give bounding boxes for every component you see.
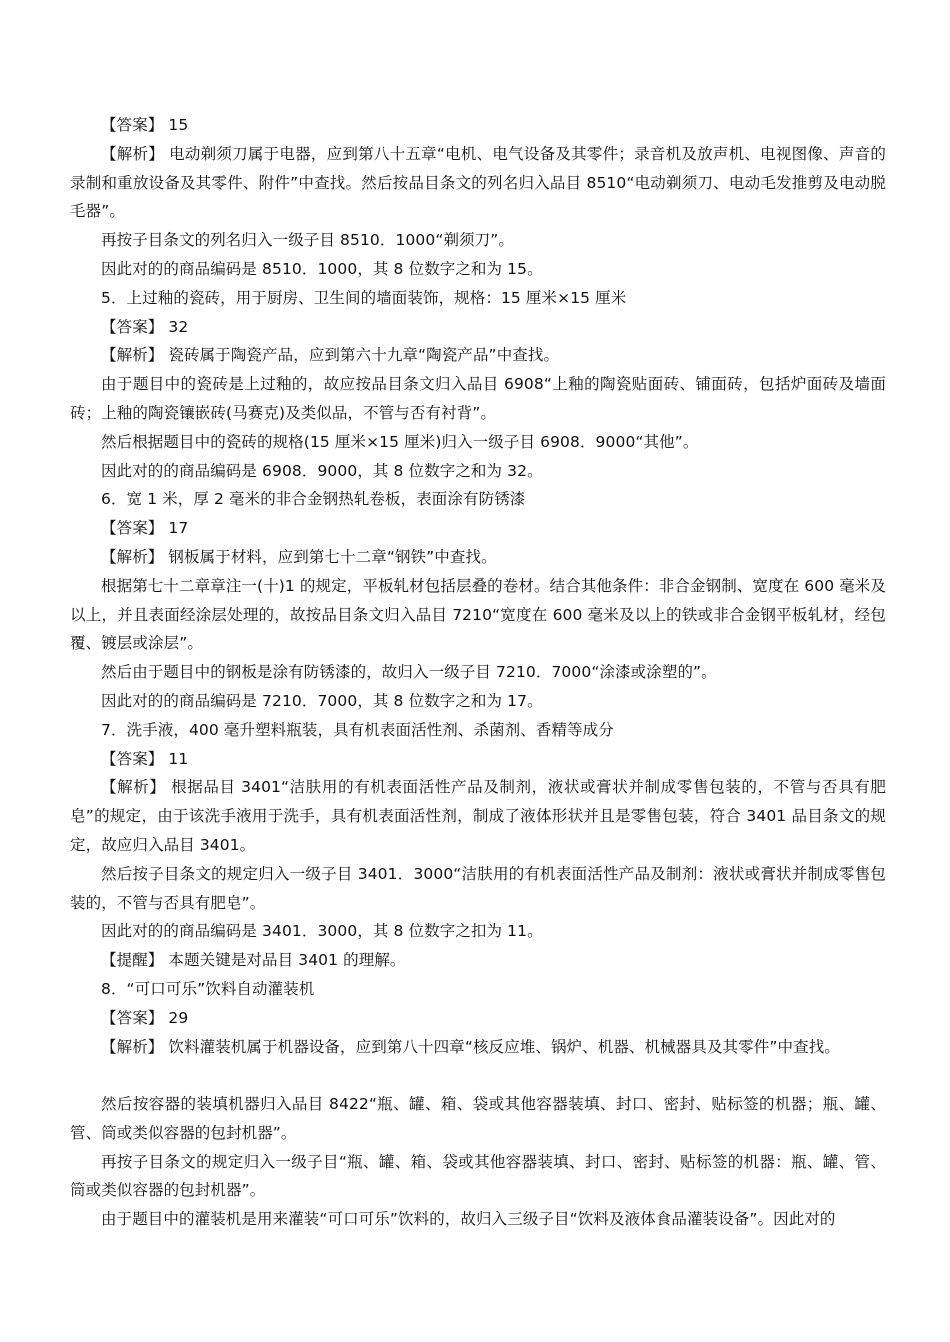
reminder-line: 【提醒】 本题关键是对品目 3401 的理解。 — [101, 951, 406, 970]
body-paragraph: 再按子目条文的列名归入一级子目 8510．1000“剃须刀”。 — [101, 231, 514, 250]
body-paragraph: 根据第七十二章章注一(十)1 的规定，平板轧材包括层叠的卷材。结合其他条件：非合金钢制、宽度在 600 毫米及以上，并且表面经涂层处理的，故按品目条文归入品目 7210“宽度在 600 毫米及以上的铁或非合金钢平板轧材，经包覆、镀层或涂层”。 — [70, 576, 886, 653]
body-paragraph: 然后由于题目中的钢板是涂有防锈漆的，故归入一级子目 7210．7000“涂漆或涂塑的”。 — [101, 663, 717, 682]
analysis-paragraph: 【解析】 饮料灌装机属于机器设备，应到第八十四章“核反应堆、锅炉、机器、机械器具及其零件”中查找。 — [101, 1037, 840, 1056]
analysis-paragraph: 【解析】 电动剃须刀属于电器，应到第八十五章“电机、电气设备及其零件；录音机及放声机、电视图像、声音的录制和重放设备及其零件、附件”中查找。然后按品目条文的列名归入品目 8510“电动剃须刀、电动毛发推剪及电动脱毛器”。 — [70, 144, 886, 221]
answer-line: 【答案】 15 — [101, 116, 189, 134]
conclusion-line: 因此对的的商品编码是 7210．7000，其 8 位数字之和为 17。 — [101, 691, 543, 710]
blank-line — [70, 1061, 886, 1090]
body-paragraph: 然后按容器的装填机器归入品目 8422“瓶、罐、箱、袋或其他容器装填、封口、密封、贴标签的机器；瓶、罐、管、筒或类似容器的包封机器”。 — [70, 1095, 886, 1142]
body-paragraph: 由于题目中的瓷砖是上过釉的，故应按品目条文归入品目 6908“上釉的陶瓷贴面砖、铺面砖，包括炉面砖及墙面砖；上釉的陶瓷镶嵌砖(马赛克)及类似品，不管与否有衬背”。 — [70, 375, 886, 422]
question-line: 5．上过釉的瓷砖，用于厨房、卫生间的墙面装饰，规格：15 厘米×15 厘米 — [101, 288, 627, 307]
body-paragraph: 由于题目中的灌装机是用来灌装“可口可乐”饮料的，故归入三级子目“饮料及液体食品灌装设备”。因此对的 — [101, 1210, 836, 1229]
answer-line: 【答案】 32 — [101, 317, 189, 336]
body-paragraph: 然后按子目条文的规定归入一级子目 3401．3000“洁肤用的有机表面活性产品及制剂：液状或膏状并制成零售包装的，不管与否具有肥皂”。 — [70, 864, 886, 912]
conclusion-line: 因此对的的商品编码是 8510．1000，其 8 位数字之和为 15。 — [101, 259, 543, 278]
answer-line: 【答案】 29 — [101, 1008, 189, 1027]
answer-line: 【答案】 17 — [101, 519, 189, 538]
conclusion-line: 因此对的的商品编码是 6908．9000，其 8 位数字之和为 32。 — [101, 461, 543, 480]
analysis-paragraph: 【解析】 瓷砖属于陶瓷产品，应到第六十九章“陶瓷产品”中查找。 — [101, 346, 560, 365]
question-line: 6．宽 1 米，厚 2 毫米的非合金钢热轧卷板，表面涂有防锈漆 — [101, 490, 526, 509]
body-paragraph: 再按子目条文的规定归入一级子目“瓶、罐、箱、袋或其他容器装填、封口、密封、贴标签的机器：瓶、罐、管、筒或类似容器的包封机器”。 — [70, 1152, 886, 1200]
conclusion-line: 因此对的的商品编码是 3401．3000，其 8 位数字之扣为 11。 — [101, 922, 543, 941]
body-paragraph: 然后根据题目中的瓷砖的规格(15 厘米×15 厘米)归入一级子目 6908．9000“其他”。 — [101, 432, 699, 451]
question-line: 8．“可口可乐”饮料自动灌装机 — [101, 979, 315, 998]
answer-line: 【答案】 11 — [101, 749, 189, 768]
analysis-paragraph: 【解析】 根据品目 3401“洁肤用的有机表面活性产品及制剂，液状或膏状并制成零售包装的，不管与否具有肥皂”的规定，由于该洗手液用于洗手，具有机表面活性剂，制成了液体形状并且是零售包装，符合 3401 品目条文的规定，故应归入品目 3401。 — [70, 778, 886, 854]
document-page — [70, 111, 886, 1234]
question-line: 7．洗手液，400 毫升塑料瓶装，具有机表面活性剂、杀菌剂、香精等成分 — [101, 720, 614, 739]
analysis-paragraph: 【解析】 钢板属于材料，应到第七十二章“钢铁”中查找。 — [101, 547, 497, 566]
